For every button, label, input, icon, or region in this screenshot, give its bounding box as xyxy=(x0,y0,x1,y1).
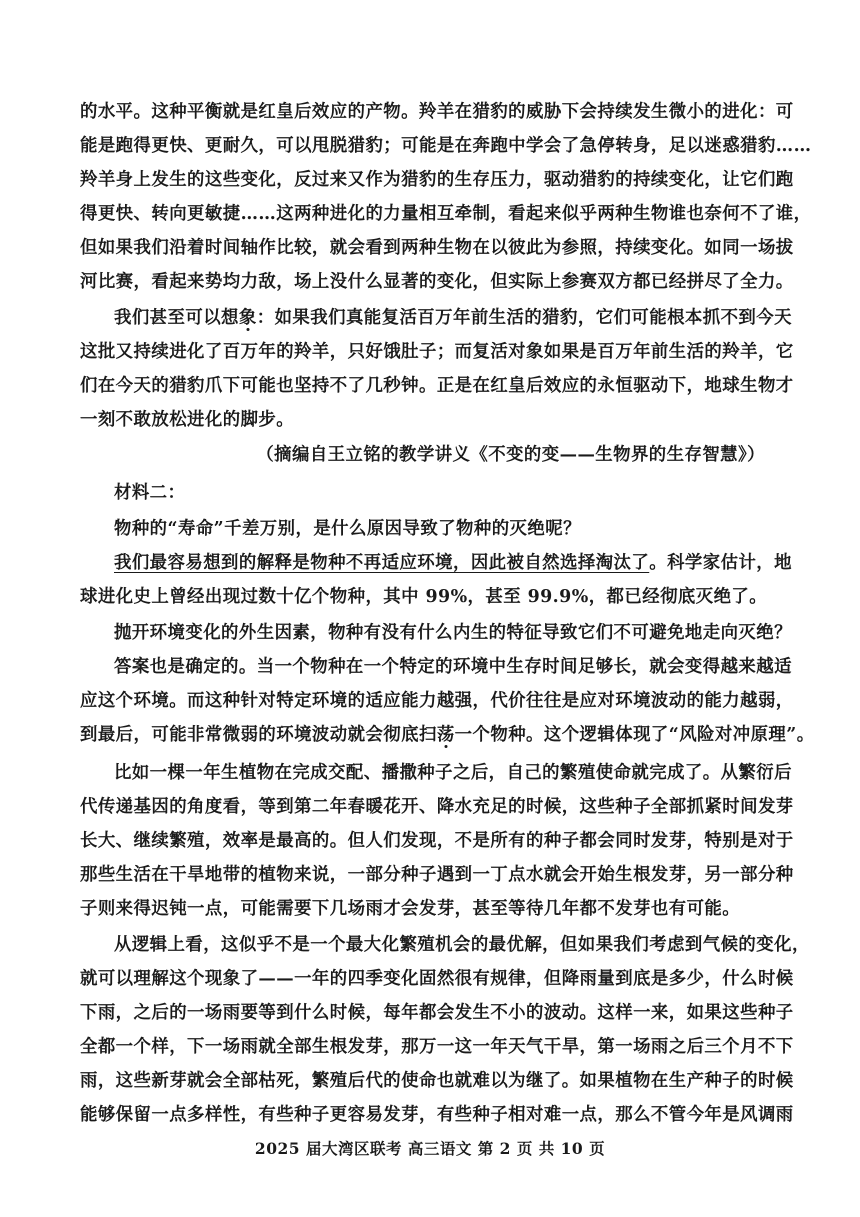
text-line: 从逻辑上看，这似乎不是一个最大化繁殖机会的最优解，但如果我们考虑到气候的变化， xyxy=(114,935,810,955)
text-line: 长大、继续繁殖，效率是最高的。但人们发现，不是所有的种子都会同时发芽，特别是对于 xyxy=(80,831,794,851)
emphasis-mark: 象 xyxy=(238,308,257,328)
emphasis-mark: 荡 xyxy=(436,725,455,745)
text-line: 球进化史上曾经出现过数十亿个物种，其中 99%，甚至 99.9%，都已经彻底灭绝了。 xyxy=(80,587,768,607)
text-line: 物种的“寿命”千差万别，是什么原因导致了物种的灭绝呢？ xyxy=(114,519,581,539)
page-footer: 2025 届大湾区联考 高三语文 第 2 页 共 10 页 xyxy=(254,1139,606,1158)
text-line: 那些生活在干旱地带的植物来说，一部分种子遇到一丁点水就会开始生根发芽，另一部分种 xyxy=(80,865,794,885)
text-line: 这批又持续进化了百万年的羚羊，只好饿肚子；而复活对象如果是百万年前生活的羚羊，它 xyxy=(80,342,794,362)
text-line xyxy=(114,548,792,578)
text-line: 子则来得迟钝一点，可能需要下几场雨才会发芽，甚至等待几年都不发芽也有可能。 xyxy=(80,899,741,919)
text-line: 代传递基因的角度看，等到第二年春暖花开、降水充足的时候，这些种子全部抓紧时间发芽 xyxy=(80,797,794,817)
text-span: 到最后，可能非常微弱的环境波动就会彻底扫 xyxy=(80,725,437,745)
text-line: 得更快、转向更敏捷……这两种进化的力量相互牵制，看起来似乎两种生物谁也奈何不了谁， xyxy=(80,204,812,224)
text-span: 。科学家估计，地 xyxy=(649,553,792,573)
text-line: 一刻不敢放松进化的脚步。 xyxy=(80,410,295,430)
text-line: 下雨，之后的一场雨要等到什么时候，每年都会发生不小的波动。这样一来，如果这些种子 xyxy=(80,1003,794,1023)
underlined-sentence: 我们最容易想到的解释是物种不再适应环境，因此被自然选择淘汰了 xyxy=(114,553,650,573)
text-line: 能是跑得更快、更耐久，可以甩脱猎豹；可能是在奔跑中学会了急停转身，足以迷惑猎豹…… xyxy=(80,136,812,156)
source-note: （摘编自王立铭的教学讲义《不变的变——生物界的生存智慧》） xyxy=(256,445,765,465)
text-span: ：如果我们真能复活百万年前生活的猎豹，它们可能根本抓不到今天 xyxy=(256,308,792,328)
text-line: 应这个环境。而这种针对特定环境的适应能力越强，代价往往是应对环境波动的能力越弱， xyxy=(80,691,794,711)
text-line: 能够保留一点多样性，有些种子更容易发芽，有些种子相对难一点，那么不管今年是风调雨 xyxy=(80,1105,794,1125)
text-line: 答案也是确定的。当一个物种在一个特定的环境中生存时间足够长，就会变得越来越适 xyxy=(114,657,792,677)
text-line: 的水平。这种平衡就是红皇后效应的产物。羚羊在猎豹的威胁下会持续发生微小的进化：可 xyxy=(80,102,794,122)
text-line: 就可以理解这个现象了——一年的四季变化固然很有规律，但降雨量到底是多少，什么时候 xyxy=(80,969,794,989)
text-line: 们在今天的猎豹爪下可能也坚持不了几秒钟。正是在红皇后效应的永恒驱动下，地球生物才 xyxy=(80,376,794,396)
text-line xyxy=(114,303,792,333)
text-line: 羚羊身上发生的这些变化，反过来又作为猎豹的生存压力，驱动猎豹的持续变化，让它们跑 xyxy=(80,170,794,190)
text-line: 抛开环境变化的外生因素，物种有没有什么内生的特征导致它们不可避免地走向灭绝？ xyxy=(114,623,792,643)
text-line: 但如果我们沿着时间轴作比较，就会看到两种生物在以彼此为参照，持续变化。如同一场拔 xyxy=(80,238,794,258)
text-line: 比如一棵一年生植物在完成交配、播撒种子之后，自己的繁殖使命就完成了。从繁衍后 xyxy=(114,763,792,783)
text-line: 雨，这些新芽就会全部枯死，繁殖后代的使命也就难以为继了。如果植物在生产种子的时候 xyxy=(80,1071,794,1091)
text-line: 全都一个样，下一场雨就全部生根发芽，那万一这一年天气干旱，第一场雨之后三个月不下 xyxy=(80,1037,794,1057)
text-line xyxy=(80,720,815,750)
text-span: 我们甚至可以想 xyxy=(114,308,239,328)
text-line: 河比赛，看起来势均力敌，场上没什么显著的变化，但实际上参赛双方都已经拼尽了全力。 xyxy=(80,272,794,292)
material-heading: 材料二： xyxy=(114,483,186,503)
text-span: 一个物种。这个逻辑体现了“风险对冲原理”。 xyxy=(454,725,815,745)
